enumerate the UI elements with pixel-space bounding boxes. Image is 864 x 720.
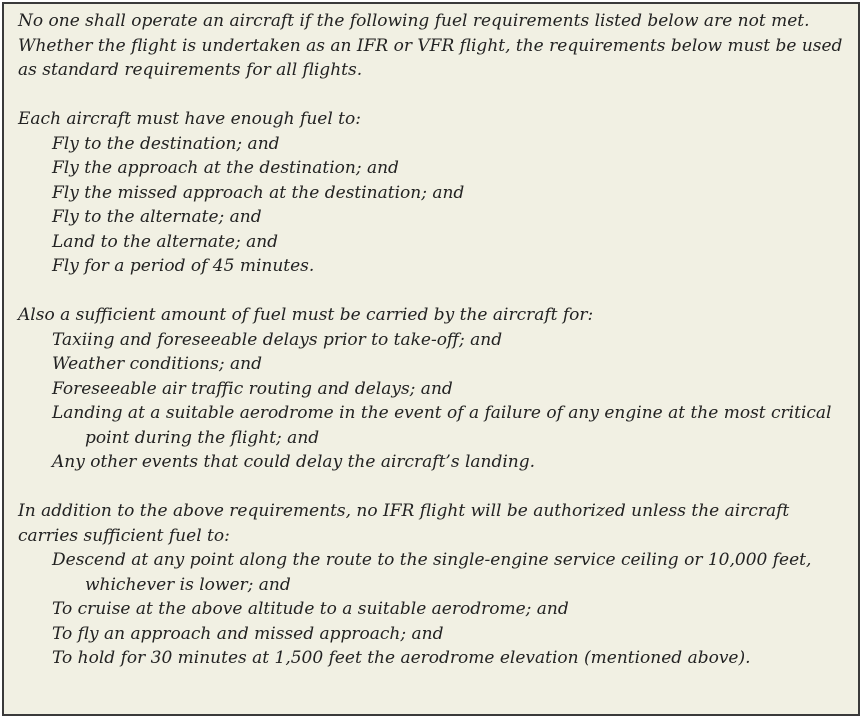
spacer xyxy=(18,475,850,500)
list-item: Any other events that could delay the aircraft’s landing. xyxy=(52,452,536,472)
section3-heading: In addition to the above requirements, no IFR flight will be authorized unless the aircraft carries sufficient fuel to: xyxy=(18,501,790,546)
section2-heading: Also a sufficient amount of fuel must be carried by the aircraft for: xyxy=(18,305,594,325)
fuel-requirements-panel xyxy=(2,2,860,716)
list-item: Descend at any point along the route to the single-engine service ceiling or 10,000 feet, whichever is lower; and xyxy=(52,550,812,595)
list-item: Foreseeable air traffic routing and delays; and xyxy=(52,378,453,399)
section1-heading: Each aircraft must have enough fuel to: xyxy=(18,109,361,129)
list-item: Fly the missed approach at the destination; and xyxy=(52,182,465,203)
list-item: Land to the alternate; and xyxy=(52,231,279,252)
list-item: Fly for a period of 45 minutes. xyxy=(52,256,315,276)
list-item: Weather conditions; and xyxy=(52,354,262,374)
list-item: To fly an approach and missed approach; and xyxy=(52,623,444,644)
list-item: Fly the approach at the destination; and xyxy=(52,158,399,178)
list-item: Landing at a suitable aerodrome in the event of a failure of any engine at the most critical point during the flight; and xyxy=(52,403,832,448)
list-item: Fly to the alternate; and xyxy=(52,207,262,227)
list-item: Fly to the destination; and xyxy=(52,133,280,154)
list-item: To cruise at the above altitude to a suitable aerodrome; and xyxy=(52,599,569,619)
spacer xyxy=(18,83,850,108)
list-item: Taxiing and foreseeable delays prior to take-off; and xyxy=(52,329,503,350)
spacer xyxy=(18,279,850,304)
intro-paragraph: No one shall operate an aircraft if the following fuel requirements listed below are not met. Whether the flight is undertaken as an IFR or VFR flight, the requirements below must be used as standard requirements for all flights. xyxy=(18,11,843,80)
list-item: To hold for 30 minutes at 1,500 feet the aerodrome elevation (mentioned above). xyxy=(52,648,751,668)
